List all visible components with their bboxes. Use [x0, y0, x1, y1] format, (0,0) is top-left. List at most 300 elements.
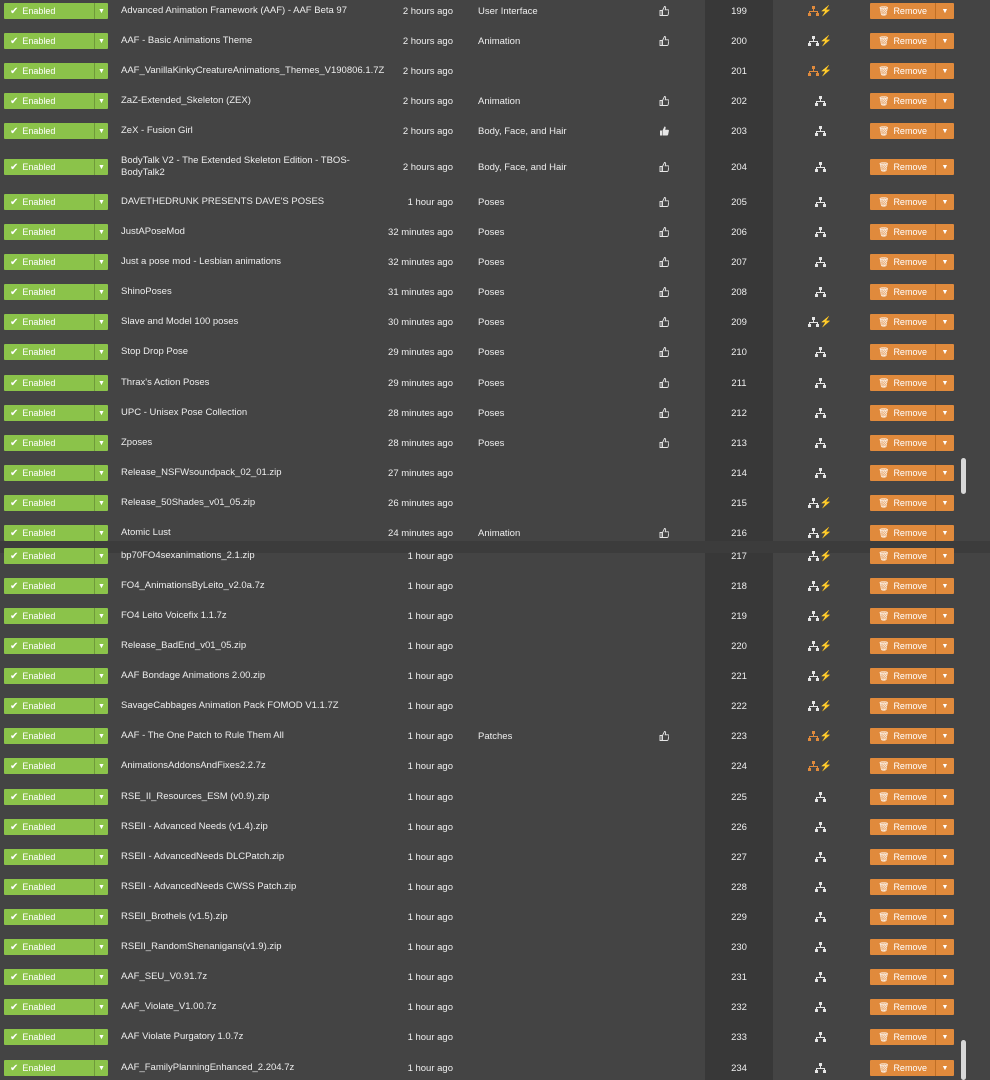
- remove-dropdown-caret[interactable]: [935, 344, 954, 360]
- remove-dropdown-caret[interactable]: [935, 849, 954, 865]
- mod-row[interactable]: [0, 635, 990, 657]
- remove-button[interactable]: [870, 758, 935, 774]
- enabled-toggle[interactable]: [4, 3, 108, 19]
- enabled-toggle-button[interactable]: [4, 698, 94, 714]
- mod-row[interactable]: [0, 150, 990, 184]
- remove-dropdown-caret[interactable]: [935, 638, 954, 654]
- remove-dropdown-caret[interactable]: [935, 93, 954, 109]
- enabled-toggle-button[interactable]: [4, 435, 94, 451]
- enabled-toggle[interactable]: [4, 638, 108, 654]
- enabled-toggle[interactable]: [4, 63, 108, 79]
- enabled-toggle-button[interactable]: [4, 758, 94, 774]
- remove-split-button[interactable]: [870, 698, 954, 714]
- remove-dropdown-caret[interactable]: [935, 254, 954, 270]
- enabled-toggle-button[interactable]: [4, 909, 94, 925]
- enabled-toggle[interactable]: [4, 548, 108, 564]
- enabled-dropdown-caret[interactable]: [94, 939, 108, 955]
- enabled-dropdown-caret[interactable]: [94, 608, 108, 624]
- remove-split-button[interactable]: [870, 909, 954, 925]
- dependency-tree-icon: [815, 378, 826, 388]
- enabled-dropdown-caret[interactable]: [94, 525, 108, 541]
- remove-split-button[interactable]: [870, 435, 954, 451]
- remove-split-button[interactable]: [870, 638, 954, 654]
- remove-button[interactable]: [870, 668, 935, 684]
- thumbs-up-icon[interactable]: [659, 96, 669, 106]
- remove-button[interactable]: [870, 224, 935, 240]
- mod-row[interactable]: [0, 281, 990, 303]
- remove-split-button[interactable]: [870, 819, 954, 835]
- mod-row[interactable]: [0, 1057, 990, 1079]
- thumbs-up-icon[interactable]: [659, 408, 669, 418]
- mod-row[interactable]: [0, 191, 990, 213]
- mod-row[interactable]: [0, 522, 990, 544]
- remove-split-button[interactable]: [870, 3, 954, 19]
- remove-cell: [870, 786, 954, 808]
- mod-row[interactable]: [0, 936, 990, 958]
- mod-row[interactable]: [0, 755, 990, 777]
- check-icon: ✔: [10, 610, 19, 622]
- caret-down-icon: ▼: [98, 469, 105, 477]
- remove-split-button[interactable]: [870, 1029, 954, 1045]
- mod-row[interactable]: [0, 30, 990, 52]
- enabled-toggle-button[interactable]: [4, 999, 94, 1015]
- remove-dropdown-caret[interactable]: [935, 194, 954, 210]
- remove-button[interactable]: [870, 879, 935, 895]
- remove-dropdown-caret[interactable]: [935, 879, 954, 895]
- enabled-dropdown-caret[interactable]: [94, 879, 108, 895]
- thumbs-up-icon[interactable]: [659, 257, 669, 267]
- enabled-toggle[interactable]: [4, 819, 108, 835]
- enabled-dropdown-caret[interactable]: [94, 578, 108, 594]
- remove-dropdown-caret[interactable]: [935, 668, 954, 684]
- enabled-toggle-button[interactable]: [4, 879, 94, 895]
- remove-dropdown-caret[interactable]: [935, 819, 954, 835]
- enabled-toggle-button[interactable]: [4, 1029, 94, 1045]
- enabled-toggle-button[interactable]: [4, 344, 94, 360]
- caret-down-icon: ▼: [98, 258, 105, 266]
- remove-split-button[interactable]: [870, 728, 954, 744]
- enabled-toggle[interactable]: [4, 254, 108, 270]
- mod-row[interactable]: [0, 876, 990, 898]
- remove-split-button[interactable]: [870, 63, 954, 79]
- remove-button[interactable]: [870, 63, 935, 79]
- remove-button[interactable]: [870, 608, 935, 624]
- caret-down-icon: ▼: [98, 913, 105, 921]
- mod-row[interactable]: [0, 221, 990, 243]
- remove-dropdown-caret[interactable]: [935, 548, 954, 564]
- enabled-toggle[interactable]: [4, 405, 108, 421]
- enabled-toggle-button[interactable]: [4, 224, 94, 240]
- enabled-dropdown-caret[interactable]: [94, 638, 108, 654]
- remove-button[interactable]: [870, 1060, 935, 1076]
- remove-split-button[interactable]: [870, 254, 954, 270]
- remove-button[interactable]: [870, 123, 935, 139]
- thumbs-up-icon[interactable]: [659, 197, 669, 207]
- enabled-toggle[interactable]: [4, 1029, 108, 1045]
- mod-row[interactable]: [0, 725, 990, 747]
- enabled-dropdown-caret[interactable]: [94, 405, 108, 421]
- remove-dropdown-caret[interactable]: [935, 314, 954, 330]
- enabled-toggle-button[interactable]: [4, 789, 94, 805]
- remove-button[interactable]: [870, 159, 935, 175]
- mod-row[interactable]: [0, 372, 990, 394]
- remove-dropdown-caret[interactable]: [935, 224, 954, 240]
- enabled-dropdown-caret[interactable]: [94, 668, 108, 684]
- enabled-toggle-button[interactable]: [4, 819, 94, 835]
- remove-button[interactable]: [870, 194, 935, 210]
- mod-row[interactable]: [0, 665, 990, 687]
- enabled-toggle[interactable]: [4, 969, 108, 985]
- thumbs-up-icon[interactable]: [659, 162, 669, 172]
- enabled-dropdown-caret[interactable]: [94, 224, 108, 240]
- remove-button[interactable]: [870, 465, 935, 481]
- mod-row[interactable]: [0, 695, 990, 717]
- remove-split-button[interactable]: [870, 33, 954, 49]
- enabled-toggle[interactable]: [4, 879, 108, 895]
- remove-dropdown-caret[interactable]: [935, 495, 954, 511]
- enabled-dropdown-caret[interactable]: [94, 93, 108, 109]
- enabled-toggle[interactable]: [4, 284, 108, 300]
- enabled-toggle-button[interactable]: [4, 1060, 94, 1076]
- enabled-toggle[interactable]: [4, 698, 108, 714]
- enabled-toggle[interactable]: [4, 123, 108, 139]
- remove-button[interactable]: [870, 638, 935, 654]
- remove-button[interactable]: [870, 789, 935, 805]
- enabled-toggle-button[interactable]: [4, 284, 94, 300]
- enabled-dropdown-caret[interactable]: [94, 159, 108, 175]
- enabled-toggle[interactable]: [4, 939, 108, 955]
- remove-button[interactable]: [870, 495, 935, 511]
- remove-dropdown-caret[interactable]: [935, 33, 954, 49]
- enabled-dropdown-caret[interactable]: [94, 375, 108, 391]
- enabled-toggle[interactable]: [4, 465, 108, 481]
- dependency-tree-icon: [815, 438, 826, 448]
- remove-split-button[interactable]: [870, 405, 954, 421]
- flags-cell: [800, 936, 840, 958]
- install-time-cell: [375, 150, 453, 184]
- remove-button[interactable]: [870, 548, 935, 564]
- remove-dropdown-caret[interactable]: [935, 435, 954, 451]
- enabled-toggle-button[interactable]: [4, 465, 94, 481]
- remove-label: Remove: [893, 852, 927, 862]
- remove-dropdown-caret[interactable]: [935, 578, 954, 594]
- enabled-toggle-button[interactable]: [4, 608, 94, 624]
- mod-row[interactable]: [0, 605, 990, 627]
- enabled-dropdown-caret[interactable]: [94, 123, 108, 139]
- remove-button[interactable]: [870, 525, 935, 541]
- enabled-toggle-button[interactable]: [4, 495, 94, 511]
- enabled-dropdown-caret[interactable]: [94, 969, 108, 985]
- priority-cell: [705, 251, 773, 273]
- mod-row[interactable]: [0, 816, 990, 838]
- remove-dropdown-caret[interactable]: [935, 3, 954, 19]
- remove-dropdown-caret[interactable]: [935, 1029, 954, 1045]
- enabled-toggle-button[interactable]: [4, 405, 94, 421]
- remove-button[interactable]: [870, 909, 935, 925]
- mod-row[interactable]: [0, 402, 990, 424]
- remove-split-button[interactable]: [870, 608, 954, 624]
- mod-row[interactable]: [0, 60, 990, 82]
- remove-split-button[interactable]: [870, 159, 954, 175]
- remove-dropdown-caret[interactable]: [935, 789, 954, 805]
- thumbs-up-icon[interactable]: [659, 528, 669, 538]
- remove-split-button[interactable]: [870, 578, 954, 594]
- remove-dropdown-caret[interactable]: [935, 999, 954, 1015]
- enabled-toggle-button[interactable]: [4, 93, 94, 109]
- enabled-toggle[interactable]: [4, 224, 108, 240]
- enabled-toggle[interactable]: [4, 525, 108, 541]
- remove-dropdown-caret[interactable]: [935, 525, 954, 541]
- enabled-toggle[interactable]: [4, 789, 108, 805]
- enabled-dropdown-caret[interactable]: [94, 33, 108, 49]
- remove-dropdown-caret[interactable]: [935, 1060, 954, 1076]
- thumbs-up-icon[interactable]: [659, 227, 669, 237]
- enabled-toggle[interactable]: [4, 33, 108, 49]
- enabled-dropdown-caret[interactable]: [94, 789, 108, 805]
- enabled-dropdown-caret[interactable]: [94, 548, 108, 564]
- enabled-dropdown-caret[interactable]: [94, 63, 108, 79]
- priority: 226: [731, 821, 747, 833]
- remove-dropdown-caret[interactable]: [935, 939, 954, 955]
- install-time: 1 hour ago: [407, 941, 453, 953]
- enabled-dropdown-caret[interactable]: [94, 698, 108, 714]
- remove-dropdown-caret[interactable]: [935, 375, 954, 391]
- mod-row[interactable]: [0, 1026, 990, 1048]
- mod-row[interactable]: [0, 575, 990, 597]
- caret-down-icon: ▼: [941, 499, 949, 507]
- mod-row[interactable]: [0, 786, 990, 808]
- enabled-toggle-button[interactable]: [4, 314, 94, 330]
- priority: 208: [731, 286, 747, 298]
- enabled-toggle[interactable]: [4, 194, 108, 210]
- enabled-toggle[interactable]: [4, 608, 108, 624]
- remove-split-button[interactable]: [870, 548, 954, 564]
- enabled-toggle-button[interactable]: [4, 525, 94, 541]
- mod-row[interactable]: [0, 0, 990, 22]
- enabled-toggle-button[interactable]: [4, 969, 94, 985]
- enabled-dropdown-caret[interactable]: [94, 909, 108, 925]
- remove-button[interactable]: [870, 819, 935, 835]
- thumbs-up-icon[interactable]: [659, 36, 669, 46]
- mod-row[interactable]: [0, 492, 990, 514]
- enabled-toggle-button[interactable]: [4, 728, 94, 744]
- remove-split-button[interactable]: [870, 465, 954, 481]
- thumbs-up-filled-icon[interactable]: [659, 126, 669, 136]
- enabled-dropdown-caret[interactable]: [94, 1060, 108, 1076]
- priority: 204: [731, 161, 747, 173]
- remove-dropdown-caret[interactable]: [935, 159, 954, 175]
- mod-name-cell: [121, 695, 389, 717]
- remove-button[interactable]: [870, 254, 935, 270]
- remove-button[interactable]: [870, 284, 935, 300]
- enabled-toggle[interactable]: [4, 495, 108, 511]
- thumbs-up-icon[interactable]: [659, 6, 669, 16]
- mod-row[interactable]: [0, 120, 990, 142]
- remove-button[interactable]: [870, 578, 935, 594]
- remove-split-button[interactable]: [870, 758, 954, 774]
- enabled-dropdown-caret[interactable]: [94, 194, 108, 210]
- mod-row[interactable]: [0, 966, 990, 988]
- remove-dropdown-caret[interactable]: [935, 608, 954, 624]
- enabled-dropdown-caret[interactable]: [94, 1029, 108, 1045]
- remove-split-button[interactable]: [870, 344, 954, 360]
- enabled-toggle-button[interactable]: [4, 375, 94, 391]
- mod-row[interactable]: [0, 545, 990, 567]
- enabled-toggle-button[interactable]: [4, 939, 94, 955]
- thumbs-up-icon[interactable]: [659, 287, 669, 297]
- mod-name: Release_50Shades_v01_05.zip: [121, 497, 256, 508]
- enabled-dropdown-caret[interactable]: [94, 758, 108, 774]
- enabled-toggle-button[interactable]: [4, 638, 94, 654]
- remove-split-button[interactable]: [870, 93, 954, 109]
- enabled-dropdown-caret[interactable]: [94, 495, 108, 511]
- remove-label: Remove: [893, 162, 927, 172]
- enabled-dropdown-caret[interactable]: [94, 3, 108, 19]
- remove-dropdown-caret[interactable]: [935, 909, 954, 925]
- enabled-toggle-cell: [4, 575, 108, 597]
- enabled-toggle-button[interactable]: [4, 159, 94, 175]
- thumbs-up-icon[interactable]: [659, 438, 669, 448]
- enabled-toggle[interactable]: [4, 849, 108, 865]
- remove-split-button[interactable]: [870, 668, 954, 684]
- remove-dropdown-caret[interactable]: [935, 728, 954, 744]
- remove-split-button[interactable]: [870, 495, 954, 511]
- mod-row[interactable]: [0, 341, 990, 363]
- enabled-toggle-button[interactable]: [4, 578, 94, 594]
- enabled-toggle-button[interactable]: [4, 3, 94, 19]
- enabled-toggle[interactable]: [4, 728, 108, 744]
- enabled-toggle-button[interactable]: [4, 194, 94, 210]
- enabled-toggle[interactable]: [4, 93, 108, 109]
- remove-button[interactable]: [870, 969, 935, 985]
- enabled-toggle[interactable]: [4, 1060, 108, 1076]
- enabled-toggle[interactable]: [4, 909, 108, 925]
- remove-button[interactable]: [870, 314, 935, 330]
- remove-split-button[interactable]: [870, 969, 954, 985]
- caret-down-icon: ▼: [941, 612, 949, 620]
- remove-dropdown-caret[interactable]: [935, 969, 954, 985]
- enabled-toggle[interactable]: [4, 999, 108, 1015]
- enabled-toggle[interactable]: [4, 159, 108, 175]
- remove-dropdown-caret[interactable]: [935, 284, 954, 300]
- remove-dropdown-caret[interactable]: [935, 465, 954, 481]
- remove-button[interactable]: [870, 93, 935, 109]
- mod-row[interactable]: [0, 462, 990, 484]
- remove-split-button[interactable]: [870, 849, 954, 865]
- enabled-dropdown-caret[interactable]: [94, 728, 108, 744]
- mod-row[interactable]: [0, 432, 990, 454]
- remove-split-button[interactable]: [870, 284, 954, 300]
- remove-button[interactable]: [870, 698, 935, 714]
- remove-button[interactable]: [870, 405, 935, 421]
- remove-split-button[interactable]: [870, 314, 954, 330]
- enabled-dropdown-caret[interactable]: [94, 284, 108, 300]
- enabled-dropdown-caret[interactable]: [94, 314, 108, 330]
- mod-row[interactable]: [0, 311, 990, 333]
- endorsement-cell: [656, 1057, 672, 1079]
- remove-split-button[interactable]: [870, 224, 954, 240]
- enabled-dropdown-caret[interactable]: [94, 849, 108, 865]
- enabled-toggle[interactable]: [4, 758, 108, 774]
- thumbs-up-icon[interactable]: [659, 317, 669, 327]
- thumbs-up-icon[interactable]: [659, 347, 669, 357]
- mod-row[interactable]: [0, 251, 990, 273]
- remove-split-button[interactable]: [870, 879, 954, 895]
- thumbs-up-icon[interactable]: [659, 378, 669, 388]
- remove-button[interactable]: [870, 344, 935, 360]
- remove-split-button[interactable]: [870, 939, 954, 955]
- enabled-toggle[interactable]: [4, 314, 108, 330]
- flags-cell: [800, 191, 840, 213]
- enabled-toggle-button[interactable]: [4, 33, 94, 49]
- remove-button[interactable]: [870, 939, 935, 955]
- caret-down-icon: ▼: [98, 97, 105, 105]
- check-icon: ✔: [10, 881, 19, 893]
- install-time-cell: [375, 90, 453, 112]
- remove-split-button[interactable]: [870, 789, 954, 805]
- remove-split-button[interactable]: [870, 525, 954, 541]
- enabled-toggle[interactable]: [4, 344, 108, 360]
- mod-row[interactable]: [0, 996, 990, 1018]
- mod-name-cell: [121, 120, 389, 142]
- enabled-toggle-button[interactable]: [4, 849, 94, 865]
- remove-split-button[interactable]: [870, 375, 954, 391]
- mod-row[interactable]: [0, 846, 990, 868]
- remove-button[interactable]: [870, 375, 935, 391]
- remove-button[interactable]: [870, 849, 935, 865]
- remove-dropdown-caret[interactable]: [935, 758, 954, 774]
- remove-dropdown-caret[interactable]: [935, 123, 954, 139]
- remove-split-button[interactable]: [870, 194, 954, 210]
- enabled-toggle-button[interactable]: [4, 63, 94, 79]
- remove-button[interactable]: [870, 33, 935, 49]
- remove-dropdown-caret[interactable]: [935, 405, 954, 421]
- remove-button[interactable]: [870, 1029, 935, 1045]
- remove-split-button[interactable]: [870, 999, 954, 1015]
- remove-cell: [870, 665, 954, 687]
- install-time-cell: [375, 341, 453, 363]
- remove-button[interactable]: [870, 728, 935, 744]
- enabled-toggle-button[interactable]: [4, 254, 94, 270]
- scrollbar-thumb-lower[interactable]: [961, 1040, 966, 1080]
- enabled-toggle-button[interactable]: [4, 668, 94, 684]
- enabled-toggle-button[interactable]: [4, 548, 94, 564]
- enabled-dropdown-caret[interactable]: [94, 819, 108, 835]
- mod-row[interactable]: [0, 90, 990, 112]
- mod-row[interactable]: [0, 906, 990, 928]
- remove-button[interactable]: [870, 3, 935, 19]
- enabled-toggle[interactable]: [4, 375, 108, 391]
- scrollbar-thumb-upper[interactable]: [961, 458, 966, 494]
- enabled-toggle[interactable]: [4, 435, 108, 451]
- remove-split-button[interactable]: [870, 123, 954, 139]
- enabled-toggle[interactable]: [4, 578, 108, 594]
- endorsement-cell: [656, 665, 672, 687]
- remove-button[interactable]: [870, 435, 935, 451]
- remove-button[interactable]: [870, 999, 935, 1015]
- remove-dropdown-caret[interactable]: [935, 698, 954, 714]
- enabled-dropdown-caret[interactable]: [94, 344, 108, 360]
- enabled-toggle-button[interactable]: [4, 123, 94, 139]
- enabled-dropdown-caret[interactable]: [94, 435, 108, 451]
- enabled-dropdown-caret[interactable]: [94, 999, 108, 1015]
- enabled-dropdown-caret[interactable]: [94, 465, 108, 481]
- enabled-dropdown-caret[interactable]: [94, 254, 108, 270]
- enabled-toggle[interactable]: [4, 668, 108, 684]
- remove-split-button[interactable]: [870, 1060, 954, 1076]
- thumbs-up-icon[interactable]: [659, 731, 669, 741]
- remove-dropdown-caret[interactable]: [935, 63, 954, 79]
